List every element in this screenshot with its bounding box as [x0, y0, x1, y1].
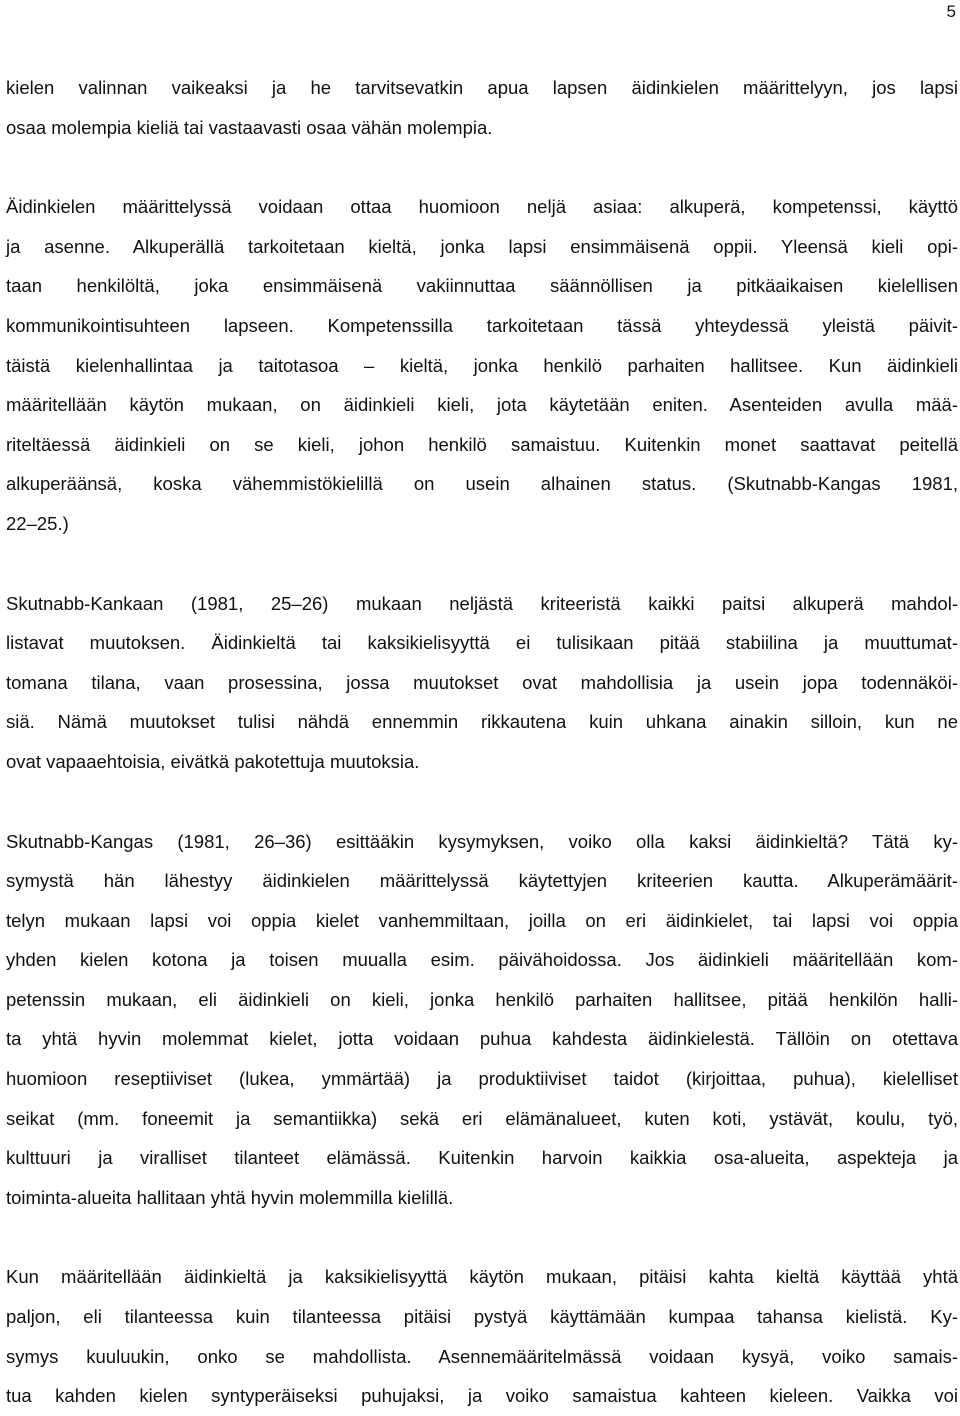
- paragraph-gap: [6, 544, 958, 584]
- text-line: täistä kielenhallintaa ja taitotasoa – kieltä, jonka henkilö parhaiten hallitsee. Kun äidinkieli: [6, 354, 958, 376]
- text-line: kommunikointisuhteen lapseen. Kompetenssilla tarkoitetaan tässä yhteydessä yleistä päivit-: [6, 314, 958, 336]
- paragraph-gap: [6, 147, 958, 187]
- text-line: seikat (mm. foneemit ja semantiikka) sekä eri elämänalueet, kuten koti, ystävät, koulu, työ,: [6, 1107, 958, 1129]
- text-line: listavat muutoksen. Äidinkieltä tai kaksikielisyyttä ei tulisikaan pitää stabiilina ja muuttumat-: [6, 632, 958, 654]
- paragraph: [6, 584, 958, 782]
- body-text: [6, 68, 958, 1416]
- text-line: symystä hän lähestyy äidinkielen määrittelyssä käytettyjen kriteerien kautta. Alkuperämäärit-: [6, 870, 958, 892]
- text-line: Äidinkielen määrittelyssä voidaan ottaa huomioon neljä asiaa: alkuperä, kompetenssi, käyttö: [6, 196, 958, 218]
- text-line: määritellään käytön mukaan, on äidinkieli kieli, jota käytetään eniten. Asenteiden avulla mää-: [6, 394, 958, 416]
- text-line: osaa molempia kieliä tai vastaavasti osaa vähän molempia.: [6, 116, 493, 138]
- text-line: Skutnabb-Kankaan (1981, 25–26) mukaan neljästä kriteeristä kaikki paitsi alkuperä mahdol-: [6, 592, 958, 614]
- paragraph-gap: [6, 782, 958, 822]
- text-line: riteltäessä äidinkieli on se kieli, johon henkilö samaistuu. Kuitenkin monet saattavat peitellä: [6, 433, 958, 455]
- page-number: 5: [946, 2, 956, 21]
- text-line: alkuperäänsä, koska vähemmistökielillä on usein alhainen status. (Skutnabb-Kangas 1981,: [6, 473, 958, 495]
- text-line: 22–25.): [6, 512, 69, 534]
- text-line: tua kahden kielen syntyperäiseksi puhujaksi, ja voiko samaistua kahteen kieleen. Vaikka voi: [6, 1385, 958, 1407]
- text-line: Kun määritellään äidinkieltä ja kaksikielisyyttä käytön mukaan, pitäisi kahta kieltä käyttää yhtä: [6, 1266, 958, 1288]
- text-line: ta yhtä hyvin molemmat kielet, jotta voidaan puhua kahdesta äidinkielestä. Tällöin on otettava: [6, 1028, 958, 1050]
- paragraph: [6, 1257, 958, 1415]
- text-line: tomana tilana, vaan prosessina, jossa muutokset ovat mahdollisia ja usein jopa todennäköi-: [6, 671, 958, 693]
- text-line: toiminta-alueita hallitaan yhtä hyvin molemmilla kielillä.: [6, 1186, 454, 1208]
- text-line: yhden kielen kotona ja toisen muualla esim. päivähoidossa. Jos äidinkieli määritellään kom-: [6, 949, 958, 971]
- text-line: huomioon reseptiiviset (lukea, ymmärtää) ja produktiiviset taidot (kirjoittaa, puhua), kielelliset: [6, 1068, 958, 1090]
- text-line: siä. Nämä muutokset tulisi nähdä ennemmin rikkautena kuin uhkana ainakin silloin, kun ne: [6, 711, 958, 733]
- paragraph: [6, 68, 958, 147]
- text-line: petenssin mukaan, eli äidinkieli on kieli, jonka henkilö parhaiten hallitsee, pitää henkilön halli-: [6, 988, 958, 1010]
- text-line: ovat vapaaehtoisia, eivätkä pakotettuja muutoksia.: [6, 750, 420, 772]
- text-line: ja asenne. Alkuperällä tarkoitetaan kieltä, jonka lapsi ensimmäisenä oppii. Yleensä kieli opi-: [6, 235, 958, 257]
- text-line: paljon, eli tilanteessa kuin tilanteessa pitäisi pystyä käyttämään kumpaa tahansa kielistä. Ky-: [6, 1306, 958, 1328]
- paragraph: [6, 822, 958, 1218]
- paragraph-gap: [6, 1217, 958, 1257]
- text-line: kielen valinnan vaikeaksi ja he tarvitsevatkin apua lapsen äidinkielen määrittelyyn, jos lapsi: [6, 77, 958, 98]
- paragraph: [6, 187, 958, 543]
- text-line: symys kuuluukin, onko se mahdollista. Asennemääritelmässä voidaan kysyä, voiko samais-: [6, 1345, 958, 1367]
- text-line: Skutnabb-Kangas (1981, 26–36) esittääkin kysymyksen, voiko olla kaksi äidinkieltä? Tätä ky-: [6, 830, 958, 852]
- text-line: taan henkilöltä, joka ensimmäisenä vakiinnuttaa säännöllisen ja pitkäaikaisen kielellisen: [6, 275, 958, 297]
- text-line: telyn mukaan lapsi voi oppia kielet vanhemmiltaan, joilla on eri äidinkielet, tai lapsi voi oppia: [6, 909, 958, 931]
- text-line: kulttuuri ja viralliset tilanteet elämässä. Kuitenkin harvoin kaikkia osa-alueita, aspekteja ja: [6, 1147, 958, 1169]
